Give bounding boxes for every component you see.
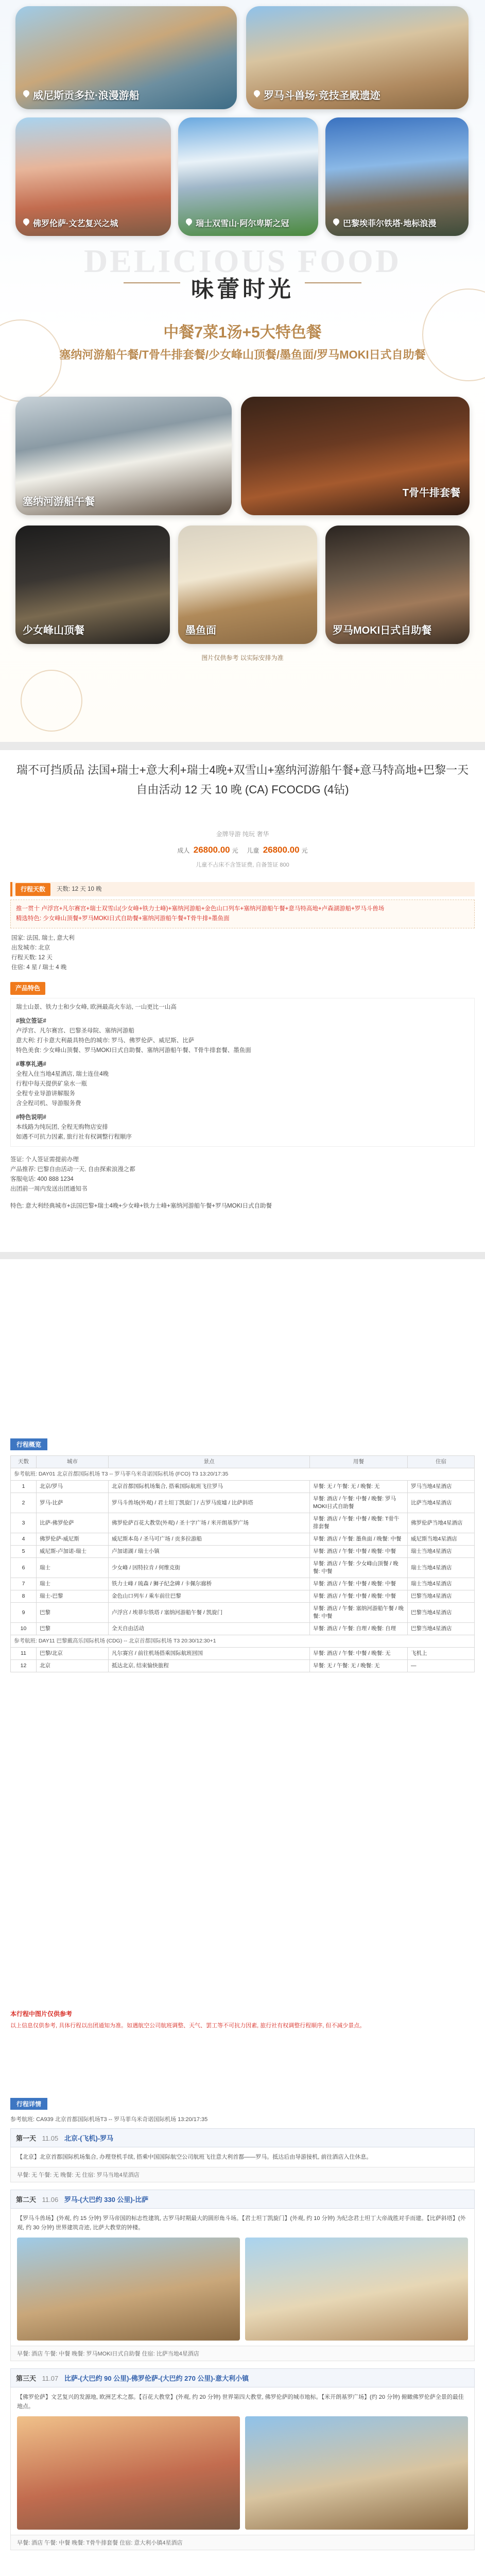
day-body: 【北京】北京首都国际机场集合, 办理登机手续, 搭乘中国国际航空公司航班飞往意大利首都——罗马。抵达后由导游接机, 前往酒店入住休息。 xyxy=(10,2147,475,2167)
column-header: 景点 xyxy=(109,1456,310,1468)
product-title: 瑞不可挡质品 法国+瑞士+意大利+瑞士4晚+双雪山+塞纳河游船午餐+意马特高地+巴黎一天自由活动 12 天 10 晚 (CA) FCOCDG (4钻) xyxy=(16,764,469,796)
cell-hotel: 佛罗伦萨当地4星酒店 xyxy=(408,1513,475,1533)
basic-info xyxy=(10,931,475,975)
location-pin-icon xyxy=(23,90,30,99)
section-divider xyxy=(0,1252,485,1259)
table-header-row xyxy=(11,1456,475,1468)
photo-florence xyxy=(15,117,171,236)
cell-spot: 凡尔赛宫 / 前往机场搭乘国际航班回国 xyxy=(109,1648,310,1660)
day-date: 11.07 xyxy=(42,2375,59,2382)
itinerary-overview xyxy=(10,1438,475,1672)
cell-city: 北京/罗马 xyxy=(37,1481,109,1493)
cell-meal: 早餐: 酒店 / 午餐: 中餐 / 晚餐: 罗马MOKI日式自助餐 xyxy=(310,1493,408,1513)
note-line: 客服电话: 400 888 1234 xyxy=(10,1176,74,1182)
feature-heading: #尊享礼遇# xyxy=(16,1061,46,1067)
section-tag: 行程天数 xyxy=(15,883,50,896)
cell-day: 11 xyxy=(11,1648,37,1660)
day-body: 【佛罗伦萨】文艺复兴的发源地, 欧洲艺术之都。【百花大教堂】(外观, 约 20 分钟) 世界第四大教堂, 佛罗伦萨的城市地标。【米开朗基罗广场】(约 20 分钟) 俯瞰佛罗伦萨全景的最佳地点。 xyxy=(17,2394,464,2410)
info-days: 行程天数: 12 天 xyxy=(11,955,53,961)
cell-hotel: 罗马当地4星酒店 xyxy=(408,1481,475,1493)
cell-hotel: 巴黎当地4星酒店 xyxy=(408,1603,475,1623)
table-row xyxy=(11,1546,475,1558)
hero-banner xyxy=(0,0,485,742)
spacer xyxy=(0,1262,485,1417)
photo-caption: 巴黎埃菲尔铁塔·地标浪漫 xyxy=(343,219,437,228)
price-note: 儿童不占床不含签证费, 自备签证 800 xyxy=(196,862,289,868)
cell-day: 6 xyxy=(11,1558,37,1578)
day-body-wrap xyxy=(10,2209,475,2346)
photo-swiss xyxy=(178,117,318,236)
notes-list xyxy=(10,1155,475,1194)
day-header xyxy=(10,2128,475,2147)
flight-row xyxy=(11,1468,475,1481)
table-row xyxy=(11,1481,475,1493)
feature-line: 卢浮宫、凡尔赛宫、巴黎圣母院、塞纳河游船 xyxy=(16,1028,134,1034)
feature-heading: #独立签证# xyxy=(16,1018,46,1024)
day-photos xyxy=(17,2416,468,2530)
photo-caption: 墨鱼面 xyxy=(185,625,216,636)
column-header: 住宿 xyxy=(408,1456,475,1468)
cell-hotel: 巴黎当地4星酒店 xyxy=(408,1590,475,1603)
cell-meal: 早餐: 酒店 / 午餐: 塞纳河游船午餐 / 晚餐: 中餐 xyxy=(310,1603,408,1623)
day-body-wrap xyxy=(10,2387,475,2535)
price-label: 儿童 xyxy=(247,847,259,854)
photo-caption: 罗马MOKI日式自助餐 xyxy=(333,625,432,636)
day-body: 【罗马斗兽场】(外观, 约 15 分钟) 罗马帝国的标志性建筑, 古罗马时期最大的圆形角斗场。【君士坦丁凯旋门】(外观, 约 10 分钟) 为纪念君士坦丁大帝战胜对手而建。【比萨斜塔】(外观, 约 30 分钟) 世界建筑奇迹, 比萨大教堂的钟楼。 xyxy=(17,2215,466,2231)
notice-block xyxy=(10,2009,475,2030)
flight-info: 参考航班: DAY01 北京首都国际机场 T3 -- 罗马菲乌米奇诺国际机场 (FCO) T3 13:20/17:35 xyxy=(11,1468,475,1481)
flight-row xyxy=(11,1635,475,1648)
photo-paris xyxy=(325,117,469,236)
cell-day: 9 xyxy=(11,1603,37,1623)
photo-food-summit xyxy=(15,526,170,644)
photo-venice xyxy=(15,6,237,109)
photo-food-pasta xyxy=(178,526,317,644)
image-disclaimer: 图片仅供参考 以实际安排为准 xyxy=(201,654,284,662)
photo-caption: 佛罗伦萨·文艺复兴之城 xyxy=(33,219,118,228)
product-tags: 金牌导游 纯玩 奢华 xyxy=(216,831,269,838)
feature-line: 意大利: 打卡意大利最具特色的城市: 罗马、佛罗伦萨、威尼斯、比萨 xyxy=(16,1038,195,1044)
cell-spot: 铁力士峰 / 琉森 / 狮子纪念碑 / 卡佩尔廊桥 xyxy=(109,1578,310,1590)
cell-hotel: 瑞士当地4星酒店 xyxy=(408,1558,475,1578)
highlight-line: 精选特色: 少女峰山顶餐+罗马MOKI日式自助餐+塞纳河游船午餐+T骨牛排+墨鱼面 xyxy=(16,916,230,922)
photo-caption: 威尼斯贡多拉·浪漫游船 xyxy=(33,90,140,101)
photo-caption: 少女峰山顶餐 xyxy=(23,625,84,636)
cell-city: 巴黎 xyxy=(37,1623,109,1635)
photo-food-steak xyxy=(241,397,470,515)
cell-city: 瑞士-巴黎 xyxy=(37,1590,109,1603)
notice-text: 以上信息仅供参考, 具体行程以出团通知为准。如遇航空公司航班调整、天气、罢工等不可抗力因素, 旅行社有权调整行程顺序, 但不减少景点。 xyxy=(10,2023,366,2029)
cell-spot: 威尼斯本岛 / 圣马可广场 / 贡多拉游船 xyxy=(109,1533,310,1546)
column-header: 用餐 xyxy=(310,1456,408,1468)
day-block xyxy=(10,2368,475,2550)
table-row xyxy=(11,1590,475,1603)
photo-food-buffet xyxy=(325,526,470,644)
table-row xyxy=(11,1578,475,1590)
hero-subtitle-2: 塞纳河游船午餐/T骨牛排套餐/少女峰山顶餐/墨鱼面/罗马MOKI日式自助餐 xyxy=(59,348,426,361)
photo-colosseum-2 xyxy=(245,2416,468,2530)
feature-line: 如遇不可抗力因素, 旅行社有权调整行程顺序 xyxy=(16,1134,132,1140)
cell-day: 1 xyxy=(11,1481,37,1493)
feature-line: 本线路为纯玩团, 全程无购物店安排 xyxy=(16,1124,108,1130)
note-line: 签证: 个人签证需提前办理 xyxy=(10,1157,79,1163)
hero-title-en: DELICIOUS FOOD xyxy=(83,243,402,279)
day-header xyxy=(10,2368,475,2387)
day-title: 罗马-(大巴约 330 公里)-比萨 xyxy=(64,2196,149,2204)
itinerary-tag-row xyxy=(10,1438,475,1450)
cell-day: 3 xyxy=(11,1513,37,1533)
itinerary-body xyxy=(11,1468,475,1672)
day-date: 11.05 xyxy=(42,2134,59,2142)
cell-city: 瑞士 xyxy=(37,1558,109,1578)
route-line: 特色: 意大利经典城市+法国巴黎+瑞士4晚+少女峰+铁力士峰+塞纳河游船午餐+罗马MOKI日式自助餐 xyxy=(10,1203,272,1209)
cell-day: 7 xyxy=(11,1578,37,1590)
hero-title: 味蕾时光 xyxy=(191,277,294,302)
days-bar xyxy=(10,882,475,896)
section-tag: 行程概览 xyxy=(10,1438,47,1450)
highlight-line: 推一贯十 卢浮宫+凡尔赛宫+瑞士双雪山(少女峰+铁力士峰)+塞纳河游船+金色山口列车+塞纳河游船午餐+意马特高地+卢森湖游船+罗马斗兽场 xyxy=(16,906,385,912)
cell-city: 威尼斯-卢加诺-瑞士 xyxy=(37,1546,109,1558)
highlights-box xyxy=(10,900,475,928)
features-box xyxy=(10,998,475,1147)
section-tag: 行程详情 xyxy=(10,2098,47,2110)
table-row xyxy=(11,1623,475,1635)
table-row xyxy=(11,1648,475,1660)
feature-heading: #特色说明# xyxy=(16,1114,46,1121)
cell-day: 5 xyxy=(11,1546,37,1558)
cell-meal: 早餐: 酒店 / 午餐: 自理 / 晚餐: 自理 xyxy=(310,1623,408,1635)
location-pin-icon xyxy=(333,218,340,228)
cell-meal: 早餐: 无 / 午餐: 无 / 晚餐: 无 xyxy=(310,1660,408,1672)
cell-meal: 早餐: 酒店 / 午餐: 中餐 / 晚餐: 中餐 xyxy=(310,1578,408,1590)
day-label: 第三天 xyxy=(16,2375,37,2382)
table-row xyxy=(11,1603,475,1623)
photo-colosseum xyxy=(17,2238,240,2341)
day-label: 第一天 xyxy=(16,2134,37,2142)
cell-spot: 北京首都国际机场集合, 搭乘国际航班飞往罗马 xyxy=(109,1481,310,1493)
cell-day: 8 xyxy=(11,1590,37,1603)
day-title: 比萨-(大巴约 90 公里)-佛罗伦萨-(大巴约 270 公里)-意大利小镇 xyxy=(64,2375,249,2382)
feature-line: 特色美食: 少女峰山顶餐、罗马MOKI日式自助餐、塞纳河游船午餐、T骨牛排套餐、墨鱼面 xyxy=(16,1047,251,1054)
cell-meal: 早餐: 酒店 / 午餐: 中餐 / 晚餐: 中餐 xyxy=(310,1590,408,1603)
flight-info: 参考航班: DAY11 巴黎戴高乐国际机场 (CDG) -- 北京首都国际机场 T3 20:30/12:30+1 xyxy=(11,1635,475,1648)
cell-hotel: 瑞士当地4星酒店 xyxy=(408,1578,475,1590)
day-photos xyxy=(17,2238,468,2341)
adult-price: 26800.00 xyxy=(193,845,230,855)
price-unit: 元 xyxy=(301,847,308,854)
itinerary-table xyxy=(10,1455,475,1672)
day-date: 11.06 xyxy=(42,2196,59,2204)
feature-line: 瑞士山景、铁力士和少女峰, 欧洲最高火车站, 一山更比一山高 xyxy=(16,1004,177,1010)
note-line: 产品推荐: 巴黎自由活动一天, 自由探索浪漫之都 xyxy=(10,1166,135,1173)
note-line: 出团前一周内发送出团通知书 xyxy=(10,1186,88,1192)
info-hotel: 住宿: 4 星 / 瑞士 4 晚 xyxy=(11,964,67,971)
cell-hotel: 威尼斯当地4星酒店 xyxy=(408,1533,475,1546)
cell-spot: 卢加诺湖 / 瑞士小镇 xyxy=(109,1546,310,1558)
info-country: 国家: 法国, 瑞士, 意大利 xyxy=(11,935,75,941)
day-block xyxy=(10,2190,475,2361)
photo-caption: 罗马斗兽场·竞技圣殿遗迹 xyxy=(264,90,380,101)
day-meals: 早餐: 酒店 午餐: 中餐 晚餐: T骨牛排套餐 住宿: 意大利小镇4星酒店 xyxy=(10,2535,475,2550)
days-text: 天数: 12 天 10 晚 xyxy=(57,886,102,892)
feature-line: 行程中每天提供矿泉水一瓶 xyxy=(16,1081,87,1087)
price-unit: 元 xyxy=(232,847,238,854)
detail-tag-row xyxy=(10,2098,475,2110)
cell-meal: 早餐: 酒店 / 午餐: 墨鱼面 / 晚餐: 中餐 xyxy=(310,1533,408,1546)
cell-city: 巴黎 xyxy=(37,1603,109,1623)
photo-caption: 瑞士双雪山·阿尔卑斯之冠 xyxy=(196,219,289,228)
notice-title: 本行程中图片仅供参考 xyxy=(10,2010,73,2018)
cell-day: 10 xyxy=(11,1623,37,1635)
cell-hotel: 巴黎当地4星酒店 xyxy=(408,1623,475,1635)
table-row xyxy=(11,1493,475,1513)
cell-hotel: — xyxy=(408,1660,475,1672)
info-depart: 出发城市: 北京 xyxy=(11,945,50,951)
cell-spot: 罗马斗兽场(外观) / 君士坦丁凯旋门 / 古罗马废墟 / 比萨斜塔 xyxy=(109,1493,310,1513)
cell-spot: 卢浮宫 / 埃菲尔铁塔 / 塞纳河游船午餐 / 凯旋门 xyxy=(109,1603,310,1623)
photo-caption: T骨牛排套餐 xyxy=(402,487,460,499)
column-header: 城市 xyxy=(37,1456,109,1468)
location-pin-icon xyxy=(185,218,193,228)
feature-line: 全程专业导游讲解服务 xyxy=(16,1091,75,1097)
cell-city: 巴黎/北京 xyxy=(37,1648,109,1660)
table-row xyxy=(11,1558,475,1578)
day-label: 第二天 xyxy=(16,2196,37,2204)
info-section xyxy=(10,882,475,1232)
day-block xyxy=(10,2128,475,2182)
cell-hotel: 瑞士当地4星酒店 xyxy=(408,1546,475,1558)
feature-line: 含全程司机、导游服务费 xyxy=(16,1100,81,1107)
cell-meal: 早餐: 无 / 午餐: 无 / 晚餐: 无 xyxy=(310,1481,408,1493)
table-row xyxy=(11,1533,475,1546)
cell-hotel: 飞机上 xyxy=(408,1648,475,1660)
cell-spot: 少女峰 / 因特拉肯 / 何维克街 xyxy=(109,1558,310,1578)
photo-rome xyxy=(246,6,469,109)
child-price: 26800.00 xyxy=(263,845,300,855)
day-header xyxy=(10,2190,475,2209)
cell-city: 罗马-比萨 xyxy=(37,1493,109,1513)
cell-spot: 抵达北京, 结束愉快旅程 xyxy=(109,1660,310,1672)
photo-caption: 塞纳河游船午餐 xyxy=(23,496,95,507)
cell-meal: 早餐: 酒店 / 午餐: 中餐 / 晚餐: 中餐 xyxy=(310,1546,408,1558)
cell-day: 2 xyxy=(11,1493,37,1513)
feature-line: 全程入住当地4星酒店, 瑞士连住4晚 xyxy=(16,1071,109,1077)
table-row xyxy=(11,1660,475,1672)
cell-spot: 全天自由活动 xyxy=(109,1623,310,1635)
cell-city: 比萨-佛罗伦萨 xyxy=(37,1513,109,1533)
day-meals: 早餐: 酒店 午餐: 中餐 晚餐: 罗马MOKI日式自助餐 住宿: 比萨当地4星酒店 xyxy=(10,2346,475,2361)
day-title: 北京-(飞机)-罗马 xyxy=(64,2134,114,2142)
photo-pisa xyxy=(245,2238,468,2341)
cell-hotel: 比萨当地4星酒店 xyxy=(408,1493,475,1513)
section-tag: 产品特色 xyxy=(10,982,45,995)
cell-meal: 早餐: 酒店 / 午餐: 少女峰山顶餐 / 晚餐: 中餐 xyxy=(310,1558,408,1578)
cell-day: 4 xyxy=(11,1533,37,1546)
location-pin-icon xyxy=(253,90,261,99)
cell-city: 佛罗伦萨-威尼斯 xyxy=(37,1533,109,1546)
cell-spot: 金色山口列车 / 乘车前往巴黎 xyxy=(109,1590,310,1603)
detail-flight: 参考航班: CA939 北京首都国际机场T3 -- 罗马菲乌米奇诺国际机场 13:20/17:35 xyxy=(10,2116,208,2123)
cell-spot: 佛罗伦萨百花大教堂(外观) / 圣十字广场 / 米开朗基罗广场 xyxy=(109,1513,310,1533)
column-header: 天数 xyxy=(11,1456,37,1468)
table-row xyxy=(11,1513,475,1533)
cell-day: 12 xyxy=(11,1660,37,1672)
itinerary-detail xyxy=(10,2098,475,2557)
photo-florence-sunset xyxy=(17,2416,240,2530)
cell-meal: 早餐: 酒店 / 午餐: 中餐 / 晚餐: 无 xyxy=(310,1648,408,1660)
price-label: 成人 xyxy=(177,847,190,854)
photo-food-boat xyxy=(15,397,232,515)
cell-city: 北京 xyxy=(37,1660,109,1672)
decor-circle xyxy=(21,670,82,732)
sale-tag-row xyxy=(10,982,475,995)
price-row xyxy=(0,845,485,855)
cell-meal: 早餐: 酒店 / 午餐: 中餐 / 晚餐: T骨牛排套餐 xyxy=(310,1513,408,1533)
product-header xyxy=(0,748,485,877)
cell-city: 瑞士 xyxy=(37,1578,109,1590)
hero-subtitle: 中餐7菜1汤+5大特色餐 xyxy=(163,324,322,341)
location-pin-icon xyxy=(23,218,30,228)
day-meals: 早餐: 无 午餐: 无 晚餐: 无 住宿: 罗马当地4星酒店 xyxy=(10,2167,475,2182)
